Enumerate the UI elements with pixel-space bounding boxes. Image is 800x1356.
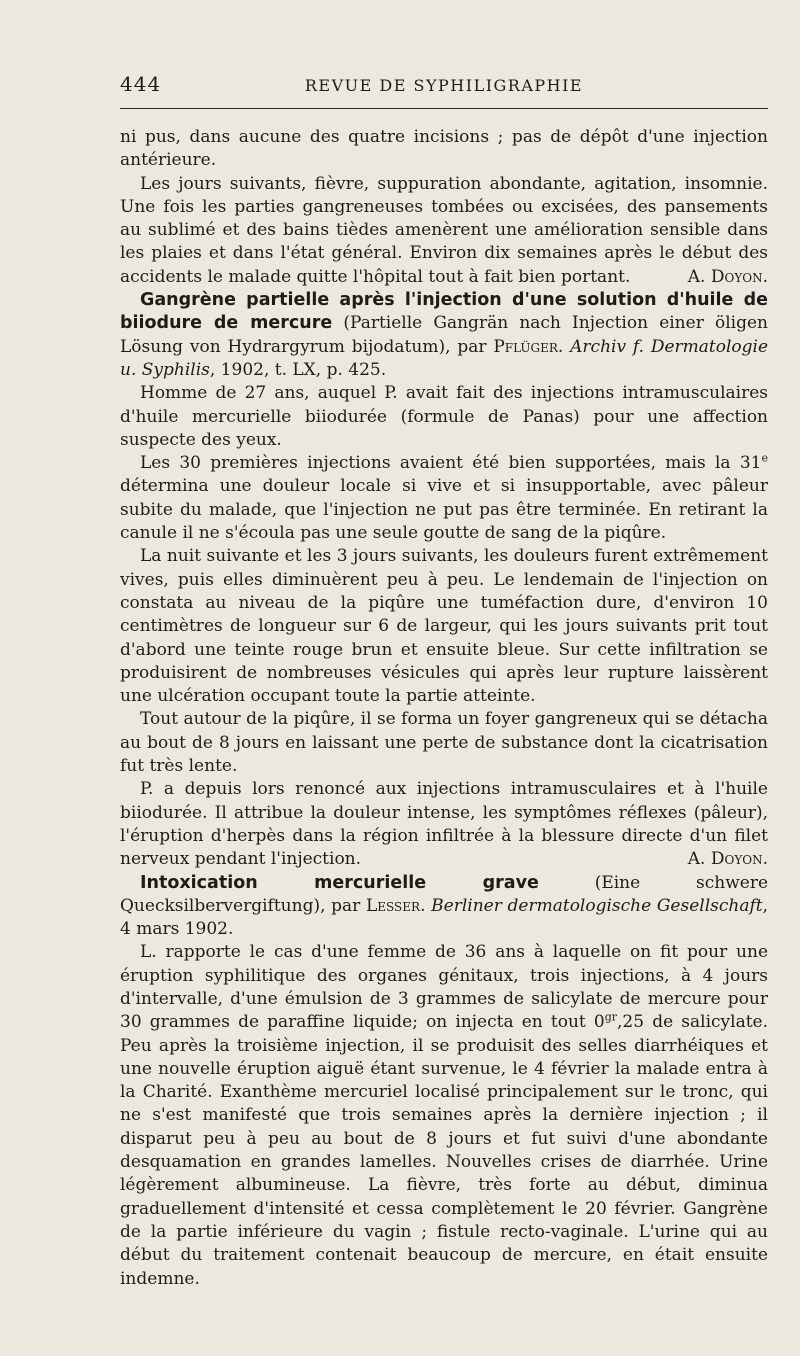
reference-journal: Archiv f. Dermatologie u. Syphilis xyxy=(120,336,769,380)
reference-separator: . xyxy=(557,336,571,357)
article-title: Gangrène partielle après l'injection d'une solution d'huile de biiodure de mercure xyxy=(120,290,768,334)
article-body xyxy=(120,126,768,1291)
paragraph-text: P. a depuis lors renoncé aux injections intramusculaires et à l'huile biiodurée. Il attribue la douleur intense, les symptômes réflexes (pâleur), l'éruption d'herpès dans la région infiltrée à la blessure directe d'un filet nerveux pendant l'injection. xyxy=(120,779,768,870)
paragraph-text: L. rapporte le cas d'une femme de 36 ans à laquelle on fit pour une éruption syphilitique des organes génitaux, trois injections, à 4 jours d'intervalle, d'une émulsion de 3 grammes de salicylate de mercure pour 30 grammes de paraffine liquide; on injecta en tout 0 xyxy=(120,942,768,1033)
article-heading xyxy=(120,289,768,382)
reference-journal: Berliner dermatologische Gesellschaft xyxy=(431,895,763,916)
paragraph: ni pus, dans aucune des quatre incisions ; pas de dépôt d'une injection antérieure. xyxy=(120,127,768,171)
paragraph-text: Les jours suivants, fièvre, suppuration abondante, agitation, insomnie. Une fois les parties gangreneuses tombées ou excisées, des pansements au sublimé et des bains tièdes amenèrent une amélioration sensible dans les plaies et dans l'état général. Environ dix semaines après le début des accidents le malade quitte l'hôpital tout à fait bien portant. xyxy=(120,173,768,287)
article-heading xyxy=(120,872,768,942)
article-title: Intoxication mercurielle grave xyxy=(140,872,539,893)
reference-german: (Eine schwere Quecksilbervergiftung), par xyxy=(120,872,768,916)
paragraph: Homme de 27 ans, auquel P. avait fait des injections intramusculaires d'huile mercurielle biiodurée (formule de Panas) pour une affection suspecte des yeux. xyxy=(120,383,768,450)
reference-separator: . xyxy=(420,895,432,916)
reference-details: , 1902, t. LX, p. 425. xyxy=(209,359,387,380)
page-header xyxy=(120,70,768,100)
page-number: 444 xyxy=(120,72,162,96)
reference-german: (Partielle Gangrän nach Injection einer öligen Lösung von Hydrargyrum bijodatum), par xyxy=(120,313,768,357)
paragraph: La nuit suivante et les 3 jours suivants, les douleurs furent extrêmement vives, puis elles diminuèrent peu à peu. Le lendemain de l'injection on constata au niveau de la piqûre une tuméfaction dure, d'environ 10 centimètres de longueur sur 6 de largeur, qui les jours suivants prit tout d'abord une teinte rouge brun et ensuite bleue. Sur cette infiltration se produisirent de nombreuses vésicules qui après leur rupture laissèrent une ulcération occupant toute la partie atteinte. xyxy=(120,546,768,707)
reference-author: Lesser xyxy=(366,895,421,916)
paragraph: Tout autour de la piqûre, il se forma un foyer gangreneux qui se détacha au bout de 8 jours en laissant une perte de substance dont la cicatrisation fut très lente. xyxy=(120,709,768,777)
reference-details: , 4 mars 1902. xyxy=(120,895,769,940)
superscript: e xyxy=(761,451,768,465)
header-rule xyxy=(120,108,768,109)
reference-author: Pflüger xyxy=(493,336,558,357)
superscript: gr xyxy=(604,1010,618,1024)
paragraph-text: ,25 de salicylate. Peu après la troisième injection, il se produisit des selles diarrhéiques et une nouvelle éruption aiguë étant survenue, le 4 février la malade entra à la Charité. Exanthème mercuriel localisé principalement sur le tronc, qui ne s'est manifesté que trois semaines après la dernière injection ; il disparut peu à peu au bout de 8 jours et fut suivi d'une abondante desquamation en grandes lamelles. Nouvelles crises de diarrhée. Urine légèrement albumineuse. La fièvre, très forte au début, diminua graduellement d'intensité et cessa complètement le 20 février. Gangrène de la partie inférieure du vagin ; fistule recto-vaginale. L'urine qui au début du traitement contenait beaucoup de mercure, en était ensuite indemne. xyxy=(120,1012,769,1289)
author-signature: A. Doyon. xyxy=(687,266,768,287)
paragraph xyxy=(120,941,768,1290)
paragraph xyxy=(120,452,768,545)
paragraph-text: détermina une douleur locale si vive et si insupportable, avec pâleur subite du malade, que l'injection ne put pas être terminée. En retirant la canule il ne s'écoula pas une seule goutte de sang de la piqûre. xyxy=(120,476,768,544)
paragraph-text: Les 30 premières injections avaient été bien supportées, mais la 31 xyxy=(140,453,762,474)
paragraph xyxy=(120,173,768,289)
running-title: REVUE DE SYPHILIGRAPHIE xyxy=(304,76,584,95)
paragraph xyxy=(120,778,768,871)
author-signature: A. Doyon. xyxy=(687,849,768,870)
